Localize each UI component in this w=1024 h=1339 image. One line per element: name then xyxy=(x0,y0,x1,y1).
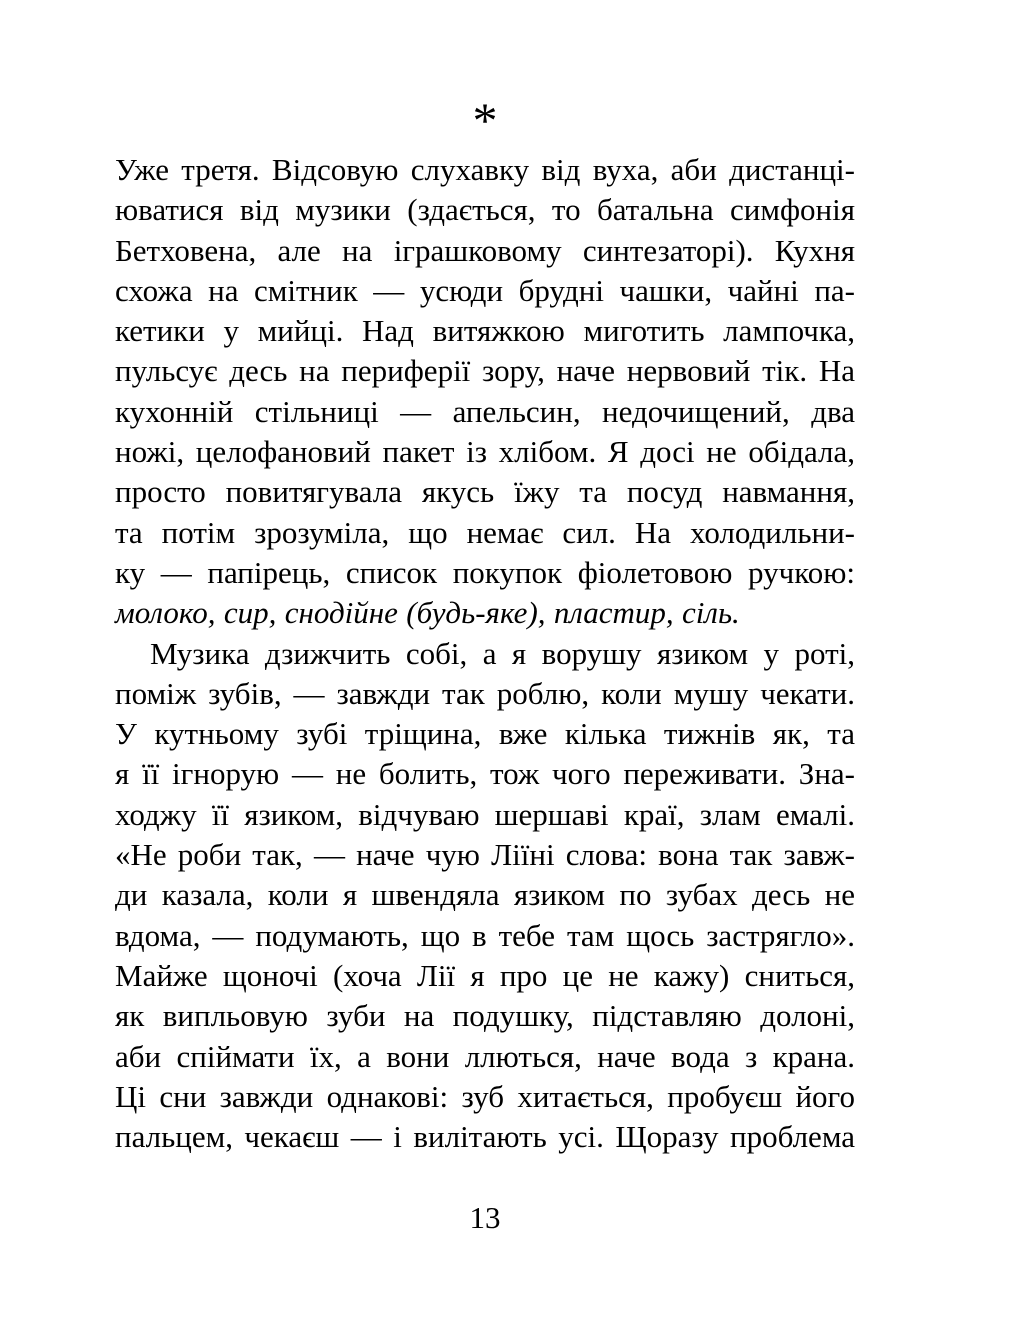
text-line: юватися від музики (здається, то батальна симфонія xyxy=(115,192,855,228)
text-line: «Не роби так, — наче чую Ліїні слова: вона так завж- xyxy=(115,837,855,873)
text-line: вдома, — подумають, що в тебе там щось застрягло». xyxy=(115,917,855,953)
text-line: Музика дзижчить собі, а я ворушу язиком у роті, xyxy=(150,635,855,671)
text-line: Ці сни завжди однакові: зуб хитається, пробуєш його xyxy=(115,1078,855,1114)
text-line: ку — папірець, список покупок фіолетовою ручкою: xyxy=(115,554,855,590)
text-line: та потім зрозуміла, що немає сил. На холодильни- xyxy=(115,514,855,550)
text-line: ходжу її язиком, відчуваю шершаві краї, злам емалі. xyxy=(115,796,855,832)
text-line: молоко, сир, снодійне (будь-яке), пластир, сіль. xyxy=(115,595,740,631)
text-line: Майже щоночі (хоча Лії я про це не кажу) сниться, xyxy=(115,957,855,993)
section-break-marker: * xyxy=(472,92,498,148)
text-block xyxy=(115,150,855,1157)
text-line: кетики у мийці. Над витяжкою миготить лампочка, xyxy=(115,313,855,349)
text-line: У кутньому зубі тріщина, вже кілька тижнів як, та xyxy=(115,716,855,752)
text-line: ди казала, коли я швендяла язиком по зубах десь не xyxy=(115,877,855,913)
text-line: поміж зубів, — завжди так роблю, коли мушу чекати. xyxy=(115,675,855,711)
text-line: пульсує десь на периферії зору, наче нервовий тік. На xyxy=(115,353,855,389)
text-line: Бетховена, але на іграшковому синтезаторі). Кухня xyxy=(115,232,855,268)
text-line: пальцем, чекаєш — і вилітають усі. Щоразу проблема xyxy=(115,1119,855,1155)
text-line: просто повитягувала якусь їжу та посуд навмання, xyxy=(115,474,855,510)
page-number: 13 xyxy=(469,1200,501,1235)
text-line: схожа на смітник — усюди брудні чашки, чайні па- xyxy=(115,272,855,308)
text-line: ножі, целофановий пакет із хлібом. Я досі не обідала, xyxy=(115,434,855,470)
text-line: кухонній стільниці — апельсин, недочищений, два xyxy=(115,393,855,429)
text-line: аби спіймати їх, а вони ллються, наче вода з крана. xyxy=(115,1038,855,1074)
text-line: як випльовую зуби на подушку, підставляю долоні, xyxy=(115,998,855,1034)
text-line: Уже третя. Відсовую слухавку від вуха, аби дистанці- xyxy=(115,152,855,187)
text-line: я її ігнорую — не болить, тож чого переживати. Зна- xyxy=(115,756,855,792)
